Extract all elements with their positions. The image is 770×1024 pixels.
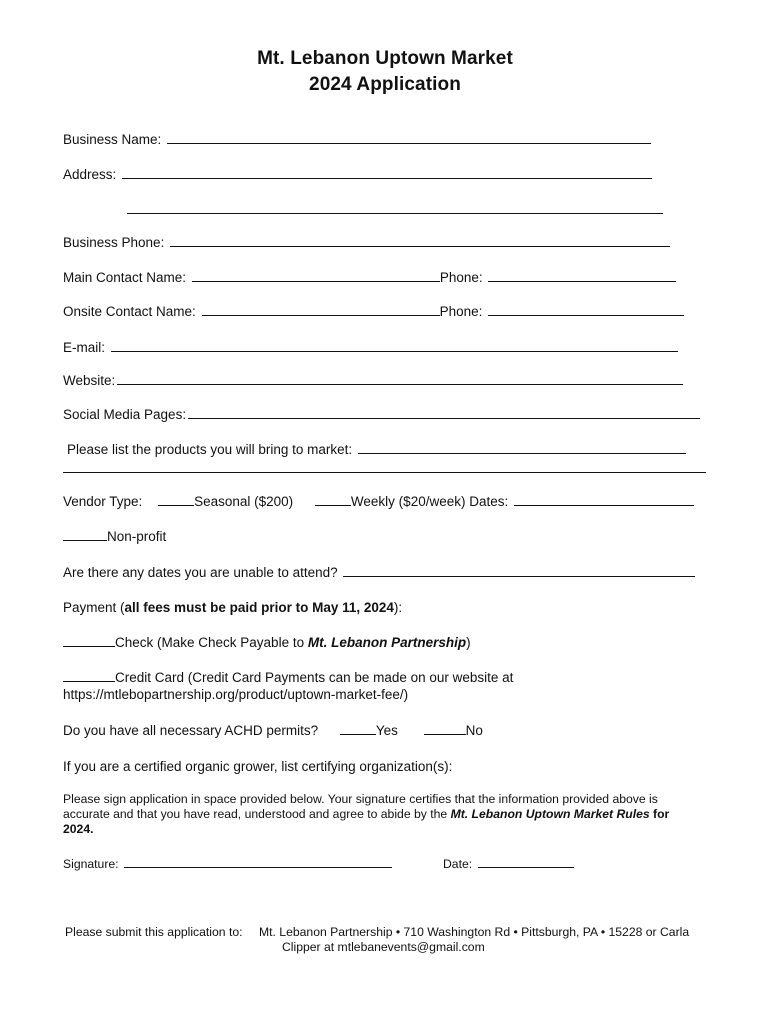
nonprofit-row [63,529,166,544]
credit-card-label: Credit Card (Credit Card Payments can be made on our website at [115,670,514,685]
form-title-line1: Mt. Lebanon Uptown Market [257,48,513,69]
submit-email-text: Clipper at mtlebanevents@gmail.com [282,940,485,954]
business-phone-field[interactable] [170,245,670,247]
sign-note-line3 [63,822,94,836]
date-row [443,857,574,871]
business-name-label: Business Name: [63,132,162,147]
business-name-row [63,132,651,147]
sign-note-text1: Please sign application in space provided below. Your signature certifies that the information provided above is [63,792,658,806]
sign-note-line1 [63,792,658,806]
unable-dates-label: Are there any dates you are unable to attend? [63,565,338,580]
organic-question: If you are a certified organic grower, list certifying organization(s): [63,759,453,774]
vendor-type-label: Vendor Type: [63,494,143,509]
social-media-field[interactable] [188,417,700,419]
form-title-line2: 2024 Application [309,74,461,95]
website-label: Website: [63,373,116,388]
main-contact-field[interactable] [192,280,440,282]
onsite-phone-field[interactable] [488,314,684,316]
submit-address-line1 [259,925,689,939]
unable-dates-row [63,565,695,580]
permits-no-blank[interactable] [424,733,466,735]
signature-label: Signature: [63,857,119,871]
check-blank[interactable] [63,645,115,647]
payment-label-post: ): [393,600,403,615]
products-row [67,442,686,457]
unable-dates-field[interactable] [343,575,695,577]
email-label: E-mail: [63,340,106,355]
permits-yes-label: Yes [375,723,398,738]
sign-note-for: for [649,807,670,821]
market-rules-reference: Mt. Lebanon Uptown Market Rules [450,807,650,821]
submit-label [65,925,243,939]
business-name-field[interactable] [167,142,651,144]
submit-label-text: Please submit this application to: [65,925,243,939]
payment-deadline: all fees must be paid prior to May 11, 2024 [124,600,394,615]
email-row [63,340,678,355]
signature-field[interactable] [124,866,392,868]
weekly-option: Weekly ($20/week) Dates: [350,494,509,509]
weekly-blank[interactable] [315,504,351,506]
credit-card-blank[interactable] [63,680,115,682]
credit-card-url: https://mtlebopartnership.org/product/uptown-market-fee/) [63,687,409,702]
submit-address-line2 [282,940,485,954]
sign-note-text2: accurate and that you have read, understood and agree to abide by the [63,807,451,821]
date-label: Date: [443,857,473,871]
onsite-contact-label: Onsite Contact Name: [63,304,196,319]
permits-row [63,723,483,738]
email-field[interactable] [111,350,678,352]
date-field[interactable] [478,866,574,868]
sign-note-year: 2024. [63,822,94,836]
sign-note-line2 [63,807,669,821]
payment-row [63,600,402,615]
onsite-contact-field[interactable] [202,314,440,316]
nonprofit-blank[interactable] [63,539,107,541]
website-row [63,373,683,388]
address-label: Address: [63,167,117,182]
products-field-line2[interactable] [63,472,706,473]
address-field-line1[interactable] [122,177,652,179]
social-media-label: Social Media Pages: [63,407,187,422]
nonprofit-option: Non-profit [107,529,167,544]
social-media-row [63,407,700,422]
onsite-phone-label: Phone: [439,304,483,319]
credit-card-url-row [63,687,408,702]
website-field[interactable] [117,383,683,385]
address-field-line2[interactable] [127,213,663,214]
main-phone-field[interactable] [488,280,676,282]
submit-address-text: Mt. Lebanon Partnership • 710 Washington Rd • Pittsburgh, PA • 15228 or Carla [259,925,690,939]
weekly-dates-field[interactable] [514,504,694,506]
main-phone-label: Phone: [439,270,483,285]
permits-question: Do you have all necessary ACHD permits? [63,723,319,738]
address-row [63,167,652,182]
seasonal-option: Seasonal ($200) [194,494,294,509]
check-payee: Mt. Lebanon Partnership [307,635,467,650]
check-row [63,635,471,650]
signature-row [63,857,392,871]
permits-no-label: No [465,723,483,738]
organic-row [63,759,452,774]
seasonal-blank[interactable] [158,504,194,506]
credit-card-row [63,670,513,685]
permits-yes-blank[interactable] [340,733,376,735]
check-label-pre: Check (Make Check Payable to [115,635,308,650]
onsite-contact-row [63,304,684,319]
vendor-type-row [63,494,694,509]
products-label: Please list the products you will bring to market: [67,442,353,457]
check-label-post: ) [466,635,471,650]
products-field-line1[interactable] [358,452,686,454]
main-contact-row [63,270,676,285]
main-contact-label: Main Contact Name: [63,270,187,285]
business-phone-row [63,235,670,250]
payment-label-pre: Payment ( [63,600,125,615]
business-phone-label: Business Phone: [63,235,165,250]
